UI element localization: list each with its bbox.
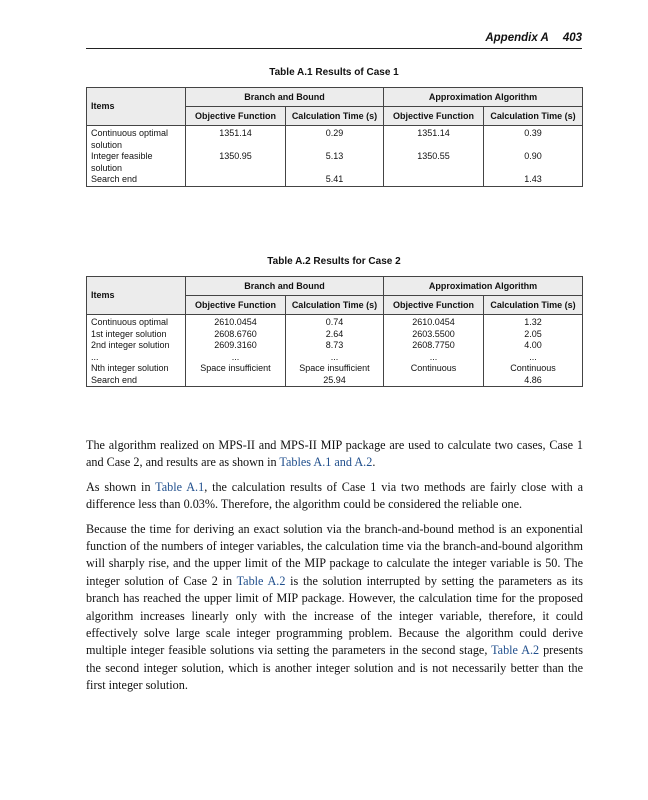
header-section: Appendix A <box>485 32 549 44</box>
p3-text-a: Because the time for deriving an exact solution via the branch-and-bound method is an exponential function of the numbers of integer variables, the calculation time via the branch-and-bound algorithm will sharply rise, and the upper limit of the MIP package to calculate the integer variable is 50. The integer solution of Case 2 in <box>86 521 583 588</box>
table-cell: Continuous 4.86 <box>484 363 583 387</box>
table1 <box>86 87 583 187</box>
table-cell: Space insufficient 25.94 <box>286 363 384 387</box>
table-cell: 0.74 <box>286 315 384 329</box>
table-cell: 2603.5500 <box>384 329 484 341</box>
p3-text-b: is the solution interrupted by setting the parameters as its branch has reached the upper limit of MIP package. However, the calculation time for the proposed algorithm increases linearly only with the increase of the integer variable, therefore, it could effectively solve large scale integer programming problem. Because the algorithm could derive multiple integer feasible solutions via setting the parameters in the second stage, <box>86 573 583 658</box>
table-cell <box>186 174 286 186</box>
table2-subheader: Calculation Time (s) <box>484 296 583 315</box>
table-cell: 0.90 <box>484 151 583 174</box>
header-rule <box>86 48 582 49</box>
table-cell: ... <box>484 352 583 364</box>
table1-group-header-approx: Approximation Algorithm <box>384 88 583 107</box>
table2 <box>86 276 583 387</box>
body-text <box>86 437 583 702</box>
table-cell: 1351.14 <box>186 126 286 152</box>
row-label: Search end <box>87 174 186 186</box>
table-row <box>87 151 583 174</box>
table-row <box>87 340 583 352</box>
paragraph-1 <box>86 437 583 472</box>
table-row <box>87 352 583 364</box>
table1-subheader: Objective Function <box>186 107 286 126</box>
table-cell: ... <box>286 352 384 364</box>
table-cell: 2610.0454 <box>384 315 484 329</box>
table1-items-header: Items <box>87 88 186 126</box>
p1-end: . <box>372 455 376 470</box>
table-cell: 2609.3160 <box>186 340 286 352</box>
p2-start: As shown in <box>86 479 156 494</box>
row-label: Nth integer solution Search end <box>87 363 186 387</box>
row-label: ... <box>87 352 186 364</box>
table1-subheader: Objective Function <box>384 107 484 126</box>
table-a1-link[interactable]: Table A.1 <box>155 479 205 494</box>
table-cell: ... <box>186 352 286 364</box>
row-label: 2nd integer solution <box>87 340 186 352</box>
table-cell: 1350.95 <box>186 151 286 174</box>
table-cell: Space insufficient <box>186 363 286 387</box>
table-cell: 4.00 <box>484 340 583 352</box>
table-a2-link[interactable]: Table A.2 <box>491 643 540 658</box>
running-header <box>86 32 582 44</box>
tables-a1-a2-link[interactable]: Tables A.1 and A.2 <box>279 455 373 470</box>
table-cell: 8.73 <box>286 340 384 352</box>
p1-text: The algorithm realized on MPS-II and MPS-II MIP package are used to calculate two cases, Case 1 and Case 2, and results are as shown in <box>86 438 583 470</box>
paragraph-3 <box>86 521 583 695</box>
table2-body <box>87 315 583 387</box>
table-cell: 5.13 <box>286 151 384 174</box>
table-cell: 0.29 <box>286 126 384 152</box>
table-a2-link[interactable]: Table A.2 <box>236 573 286 588</box>
table1-subheader: Calculation Time (s) <box>484 107 583 126</box>
table1-body <box>87 126 583 187</box>
table-cell: ... <box>384 352 484 364</box>
row-label: 1st integer solution <box>87 329 186 341</box>
row-label: Integer feasible solution <box>87 151 186 174</box>
table-cell: 1351.14 <box>384 126 484 152</box>
table2-subheader: Objective Function <box>384 296 484 315</box>
table1-subheader: Calculation Time (s) <box>286 107 384 126</box>
table2-caption: Table A.2 Results for Case 2 <box>267 256 401 267</box>
table-row <box>87 329 583 341</box>
table-cell: 2608.7750 <box>384 340 484 352</box>
table-cell: 1.32 <box>484 315 583 329</box>
table1-group-header-bnb: Branch and Bound <box>186 88 384 107</box>
table-cell: 2610.0454 <box>186 315 286 329</box>
table2-group-header-approx: Approximation Algorithm <box>384 277 583 296</box>
table1-caption: Table A.1 Results of Case 1 <box>269 67 399 78</box>
table2-group-header-bnb: Branch and Bound <box>186 277 384 296</box>
table-row <box>87 363 583 387</box>
table-row <box>87 174 583 186</box>
table-row <box>87 315 583 329</box>
table-cell: 0.39 <box>484 126 583 152</box>
table-cell: 2608.6760 <box>186 329 286 341</box>
paragraph-2 <box>86 479 583 514</box>
table-cell: 1350.55 <box>384 151 484 174</box>
table-row <box>87 126 583 152</box>
row-label: Continuous optimal solution <box>87 126 186 152</box>
table2-items-header: Items <box>87 277 186 315</box>
table-cell: 2.05 <box>484 329 583 341</box>
p2-text: , the calculation results of Case 1 via two methods are fairly close with a difference less than 0.03%. Therefore, the algorithm could be considered the reliable one. <box>86 479 584 512</box>
page-number: 403 <box>562 32 582 44</box>
table2-subheader: Calculation Time (s) <box>286 296 384 315</box>
table-cell: 1.43 <box>484 174 583 186</box>
p3-text-c: presents the second integer solution, which is another integer solution and is not necessarily better than the first integer solution. <box>86 643 584 693</box>
row-label: Continuous optimal <box>87 315 186 329</box>
table-cell <box>384 174 484 186</box>
table-cell: 5.41 <box>286 174 384 186</box>
table2-subheader: Objective Function <box>186 296 286 315</box>
table-cell: Continuous <box>384 363 484 387</box>
table-cell: 2.64 <box>286 329 384 341</box>
